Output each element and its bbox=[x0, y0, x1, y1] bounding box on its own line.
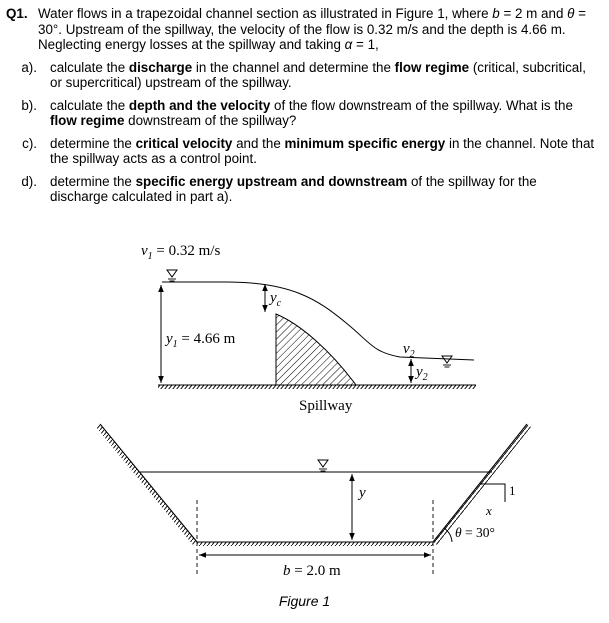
water-level-symbol bbox=[442, 356, 452, 367]
theta-label: θ = 30° bbox=[455, 525, 495, 540]
part-label: a). bbox=[21, 59, 37, 75]
slope-one-label: 1 bbox=[509, 483, 516, 498]
part-text: calculate the discharge in the channel and determine the flow regime (critical, subcritical, or supercritical) upstream of the spillway. bbox=[50, 59, 586, 90]
y1-label: $y_1 = 4.66$ m bbox=[166, 331, 236, 350]
trapezoid-section bbox=[96, 424, 531, 579]
left-bank bbox=[100, 424, 197, 542]
y2-label: $y_2$ bbox=[416, 364, 428, 383]
part-label: d). bbox=[21, 173, 37, 189]
yc-label: $y_c$ bbox=[270, 290, 282, 309]
question-text: Water flows in a trapezoidal channel section as illustrated in Figure 1, where b = 2 m and θ = 30°. Upstream of the spillway, the velocity of the flow is 0.32 m/s and the depth is 4.66 m. Neglecting energy losses at the spillway and taking α = 1, bbox=[38, 6, 586, 52]
depth-label: y bbox=[359, 485, 366, 501]
part-text: determine the critical velocity and the minimum specific energy in the channel. Note that the spillway acts as a control point. bbox=[50, 135, 595, 166]
left-bank-ground bbox=[96, 424, 197, 545]
part-label: c). bbox=[22, 135, 37, 151]
figure-caption: Figure 1 bbox=[278, 593, 331, 609]
x-label: x bbox=[486, 503, 492, 518]
part-text: calculate the depth and the velocity of the flow downstream of the spillway. What is the flow regime downstream of the spillway? bbox=[50, 97, 573, 128]
part-text: determine the specific energy upstream and downstream of the spillway for the discharge calculated in part a). bbox=[50, 173, 537, 204]
question-number: Q1. bbox=[6, 6, 28, 21]
v2-label: $v_2$ bbox=[403, 341, 415, 360]
water-level-symbol bbox=[318, 460, 328, 471]
width-label: b = 2.0 m bbox=[283, 563, 341, 579]
spillway-body bbox=[276, 314, 356, 385]
section-bed-ground bbox=[197, 542, 433, 546]
spillway-profile bbox=[141, 243, 476, 414]
spillway-label: Spillway bbox=[299, 398, 353, 414]
v1-label: $v_1 = 0.32$ m/s bbox=[141, 243, 221, 262]
part-label: b). bbox=[21, 97, 37, 113]
water-level-symbol bbox=[167, 270, 177, 281]
channel-bed bbox=[158, 385, 476, 389]
